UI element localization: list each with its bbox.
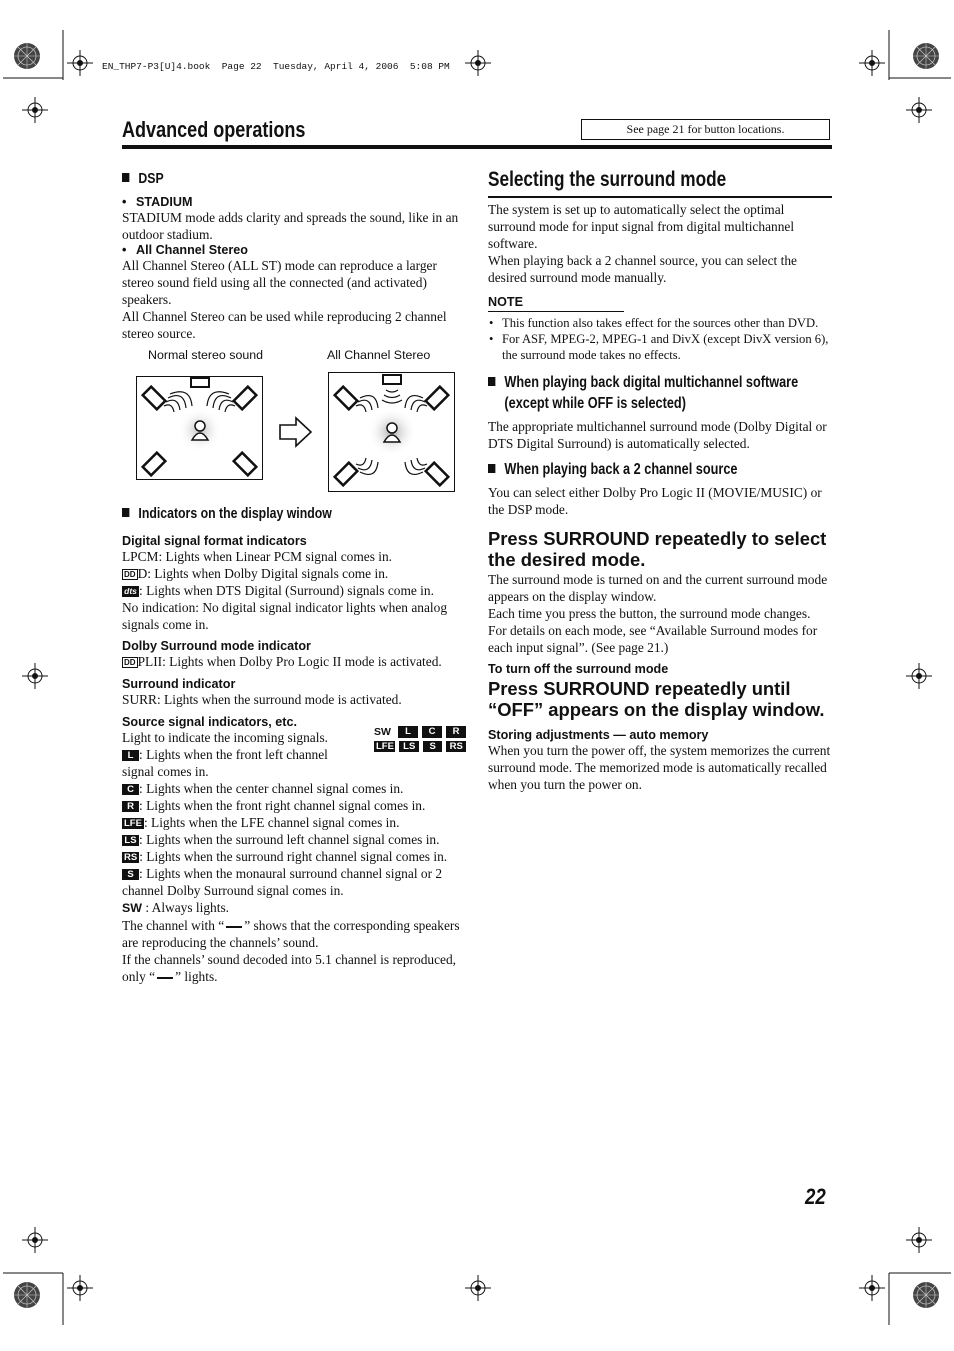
two-channel-text: You can select either Dolby Pro Logic II (MOVIE/MUSIC) or the DSP mode. xyxy=(488,485,822,517)
no-indication-text: No indication: No digital signal indicator lights when analog signals come in. xyxy=(122,600,448,632)
source-indicators-heading: Source signal indicators, etc. xyxy=(122,715,297,729)
right-column xyxy=(488,168,832,793)
intro-text-2: When playing back a 2 channel source, you can select the desired surround mode manually. xyxy=(488,253,797,285)
dts-text: dts : Lights when DTS Digital (Surround) signals come in. xyxy=(122,582,467,599)
stadium-label: • STADIUM xyxy=(122,195,193,209)
step1-text-3: For details on each mode, see “Available Surround modes for each input signal”. (See page 21.) xyxy=(488,623,818,655)
page-number: 22 xyxy=(805,1184,826,1209)
auto-memory-text: When you turn the power off, the system memorizes the current surround mode. The memorized mode is automatically recalled when you turn the power on. xyxy=(488,743,831,792)
dolby-digital-text: DD D: Lights when Dolby Digital signals come in. xyxy=(124,566,389,581)
indicator-badge-grid xyxy=(374,726,466,752)
rs-badge: RS xyxy=(446,741,466,752)
all-channel-stereo-text-1: All Channel Stereo (ALL ST) mode can reproduce a larger stereo sound field using all the connected (and activated) speakers. xyxy=(122,258,437,307)
dsp-heading: DSP xyxy=(122,170,405,187)
lpcm-text: LPCM: Lights when Linear PCM signal comes in. xyxy=(122,549,393,564)
dash-explanation-1: The channel with “ ” shows that the corresponding speakers are reproducing the channels’ sound. xyxy=(122,918,460,950)
l-badge: L xyxy=(398,726,418,738)
square-bullet-icon xyxy=(122,508,129,517)
step-press-surround-off: Press SURROUND repeatedly until “OFF” appears on the display window. xyxy=(488,678,825,720)
step1-text-1: The surround mode is turned on and the current surround mode appears on the display window. xyxy=(488,572,828,604)
multichannel-text: The appropriate multichannel surround mode (Dolby Digital or DTS Digital Surround) is automatically selected. xyxy=(488,419,827,451)
step-press-surround: Press SURROUND repeatedly to select the desired mode. xyxy=(488,528,827,570)
channel-rs-text: RS : Lights when the surround right channel signal comes in. xyxy=(124,849,448,864)
channel-s-text: S : Lights when the monaural surround channel signal or 2 channel Dolby Surround signal comes in. xyxy=(122,866,443,898)
channel-r-text: R : Lights when the front right channel signal comes in. xyxy=(122,797,467,814)
channel-lfe-text: LFE : Lights when the LFE channel signal comes in. xyxy=(124,815,400,830)
two-channel-heading: When playing back a 2 channel source xyxy=(488,461,770,479)
intro-text-1: The system is set up to automatically select the optimal surround mode for input signal from digital multichannel software. xyxy=(488,202,795,251)
normal-stereo-diagram xyxy=(136,376,263,480)
note-item: • This function also takes effect for the sources other than DVD. xyxy=(488,315,832,331)
button-location-ref: See page 21 for button locations. xyxy=(581,119,830,140)
note-item: • For ASF, MPEG-2, MPEG-1 and DivX (except DivX version 6), the surround mode takes no effects. xyxy=(488,331,832,363)
dolby-surround-heading: Dolby Surround mode indicator xyxy=(122,639,311,653)
dolby-logo-icon: DD xyxy=(124,658,136,667)
indicators-heading: Indicators on the display window xyxy=(122,505,405,522)
multichannel-heading: When playing back digital multichannel software (except while OFF is selected) xyxy=(488,372,770,414)
surround-indicator-heading: Surround indicator xyxy=(122,677,236,691)
channel-ls-text: LS : Lights when the surround left channel signal comes in. xyxy=(122,831,467,848)
ls-badge: LS xyxy=(399,741,419,752)
auto-memory-heading: Storing adjustments — auto memory xyxy=(488,728,709,742)
lfe-badge: LFE xyxy=(376,741,394,752)
note-heading: NOTE xyxy=(488,295,624,312)
note-list xyxy=(488,315,832,363)
square-bullet-icon xyxy=(488,464,495,473)
square-bullet-icon xyxy=(122,173,129,182)
square-bullet-icon xyxy=(488,377,495,386)
diagram-label-normal: Normal stereo sound xyxy=(148,348,264,362)
sw-label: SW xyxy=(122,901,142,915)
digital-format-heading: Digital signal format indicators xyxy=(122,534,307,548)
badge-row-2 xyxy=(374,741,466,752)
all-channel-stereo-label: • All Channel Stereo xyxy=(122,243,248,257)
pro-logic-text: DD PLII: Lights when Dolby Pro Logic II mode is activated. xyxy=(124,654,442,669)
header-rule xyxy=(122,145,832,149)
channel-s-badge: S xyxy=(122,869,139,880)
channel-c-text: C : Lights when the center channel signal comes in. xyxy=(122,780,467,797)
channel-c-badge: C xyxy=(122,784,139,795)
channel-rs-badge: RS xyxy=(124,852,138,863)
r-badge: R xyxy=(446,726,466,738)
surr-text: SURR: Lights when the surround mode is activated. xyxy=(122,692,402,707)
dts-logo-icon: dts xyxy=(122,586,139,597)
s-badge: S xyxy=(423,741,443,752)
all-channel-stereo-diagram xyxy=(328,372,455,492)
channel-l-text: L : Lights when the front left channel signal comes in. xyxy=(122,747,328,779)
dolby-logo-icon: DD xyxy=(124,570,136,579)
section-title: Advanced operations xyxy=(122,117,306,142)
title-rule xyxy=(488,196,832,198)
source-intro-text: Light to indicate the incoming signals. xyxy=(122,730,329,745)
turn-off-heading: To turn off the surround mode xyxy=(488,662,669,676)
arrow-right-icon xyxy=(278,416,314,448)
sw-badge: SW xyxy=(374,726,391,738)
channel-l-badge: L xyxy=(122,750,139,761)
file-info-line: EN_THP7-P3[U]4.book Page 22 Tuesday, April 4, 2006 5:08 PM xyxy=(102,61,450,72)
c-badge: C xyxy=(422,726,442,738)
channel-r-badge: R xyxy=(122,801,139,812)
diagram-label-all-channel: All Channel Stereo xyxy=(327,348,431,362)
badge-row-1 xyxy=(374,726,466,738)
stadium-text: STADIUM mode adds clarity and spreads the sound, like in an outdoor stadium. xyxy=(122,210,459,242)
all-channel-stereo-text-2: All Channel Stereo can be used while reproducing 2 channel stereo source. xyxy=(122,309,447,341)
sw-text: SW : Always lights. xyxy=(122,900,230,915)
dash-explanation-2: If the channels’ sound decoded into 5.1 channel is reproduced, only “ ” lights. xyxy=(122,952,457,984)
dash-indicator-icon xyxy=(226,926,242,928)
channel-ls-badge: LS xyxy=(122,835,139,846)
step1-text-2: Each time you press the button, the surround mode changes. xyxy=(488,606,811,621)
surround-mode-title: Selecting the surround mode xyxy=(488,168,727,191)
left-column xyxy=(122,170,467,342)
dash-indicator-icon xyxy=(157,977,173,979)
channel-lfe-badge: LFE xyxy=(124,818,142,829)
